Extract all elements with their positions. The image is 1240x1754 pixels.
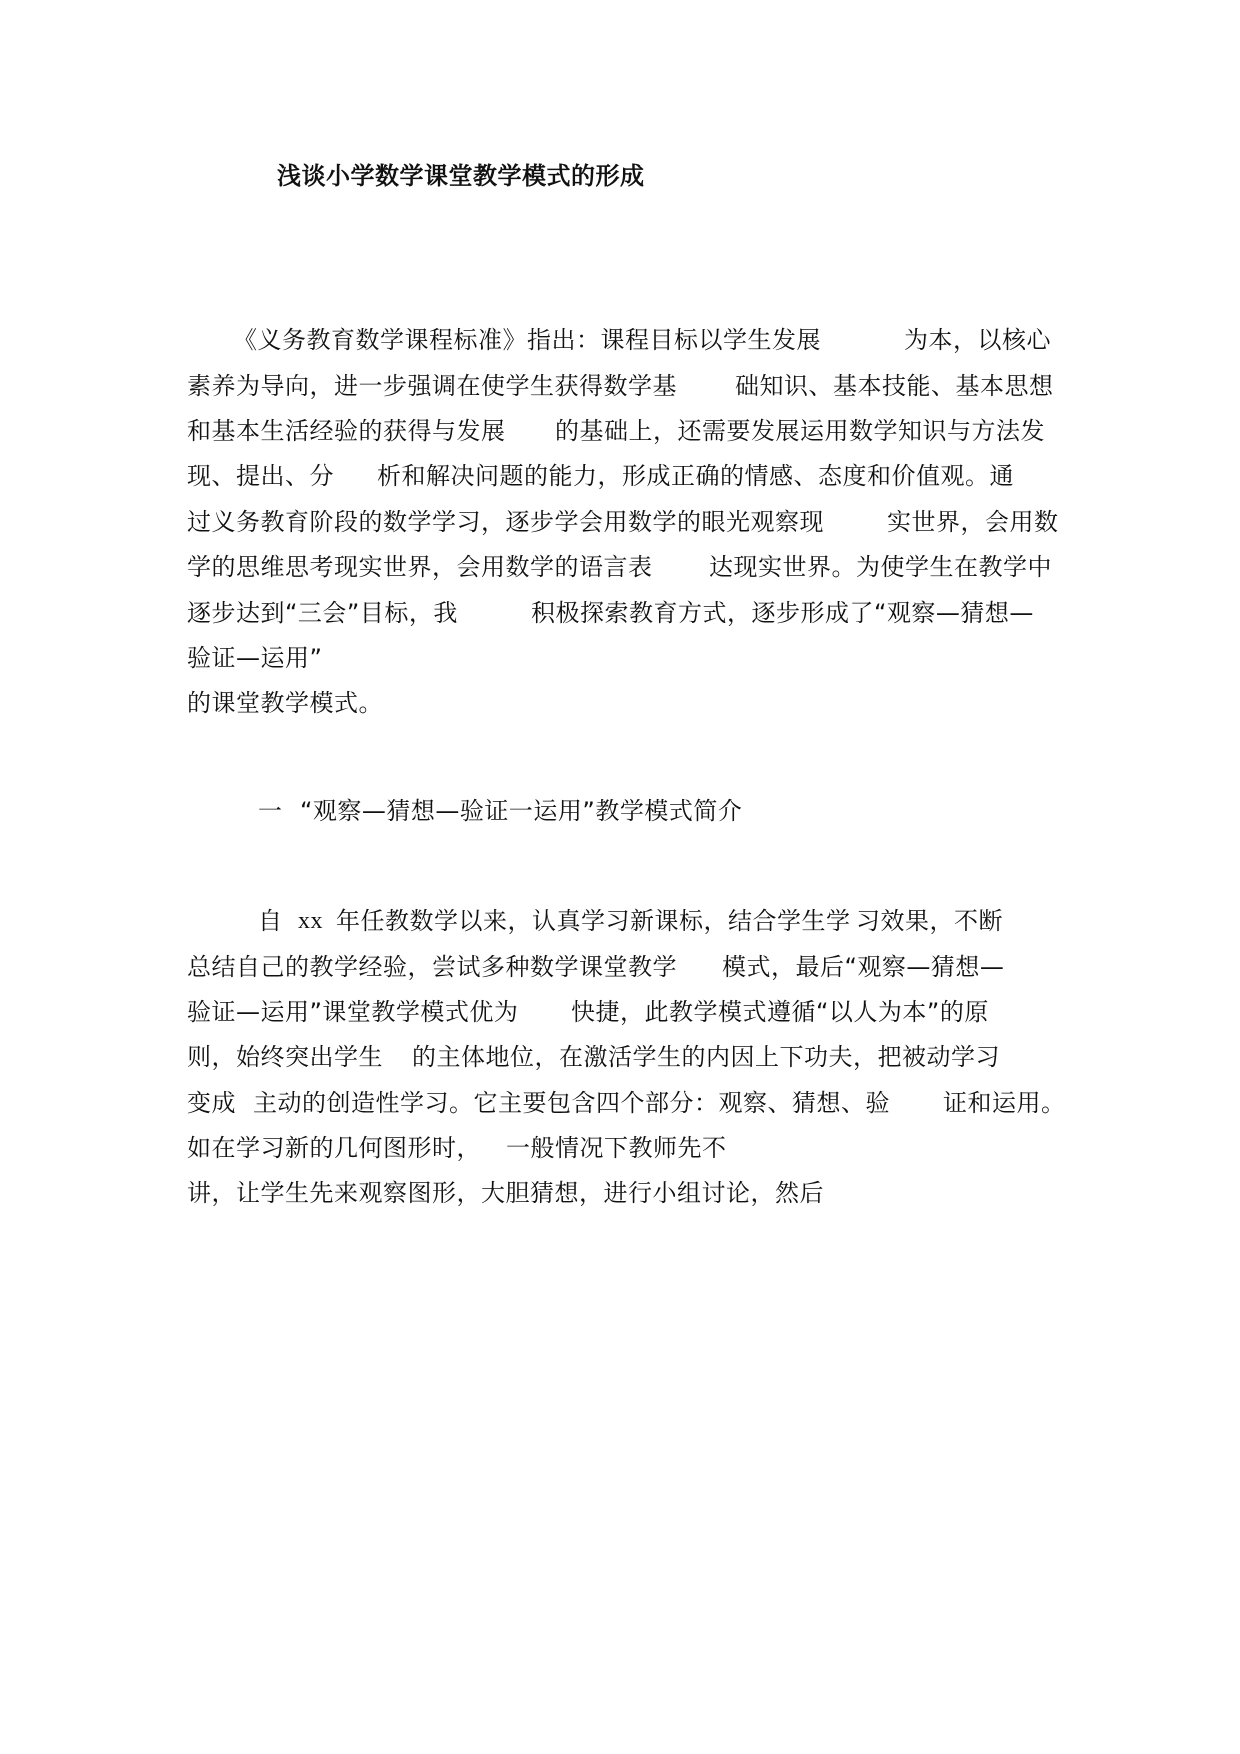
paragraph-text: 现、提出、分 xyxy=(187,462,334,490)
paragraph-text: 为本，以核心 xyxy=(904,326,1051,354)
paragraph-text: 自 xyxy=(258,907,283,935)
paragraph-text: 主动的创造性学习。它主要包含四个部分：观察、猜想、验 xyxy=(253,1089,890,1117)
paragraph-text: 讲，让学生先来观察图形，大胆猜想，进行小组讨论，然后 xyxy=(187,1179,824,1207)
paragraph-text: xx xyxy=(298,908,323,934)
section-number: 一 xyxy=(258,797,283,825)
paragraph-text: 积极探索教育方式，逐步形成了“观察—猜想— xyxy=(531,599,1034,627)
paragraph-text: 总结自己的教学经验，尝试多种数学课堂教学 xyxy=(187,953,677,981)
section-title: “观察—猜想—验证一运用”教学模式简介 xyxy=(300,797,743,825)
paragraph-text: 验证—运用”课堂教学模式优为 xyxy=(187,998,519,1026)
paragraph-text: 实世界，会用数 xyxy=(887,508,1059,536)
paragraph-text: 快捷，此教学模式遵循“以人为本”的原 xyxy=(571,998,989,1026)
paragraph-text: 的课堂教学模式。 xyxy=(187,689,383,717)
document-title: 浅谈小学数学课堂教学模式的形成 xyxy=(277,162,645,190)
paragraph-text: 证和运用。 xyxy=(943,1089,1066,1117)
paragraph-text: 年任教数学以来，认真学习新课标，结合学生学 xyxy=(336,907,851,935)
paragraph-text: 础知识、基本技能、基本思想 xyxy=(735,372,1054,400)
paragraph-text: 过义务教育阶段的数学学习，逐步学会用数学的眼光观察现 xyxy=(187,508,824,536)
paragraph-text: 和基本生活经验的获得与发展 xyxy=(187,417,506,445)
paragraph-text: 学的思维思考现实世界，会用数学的语言表 xyxy=(187,553,653,581)
paragraph-text: 《义务教育数学课程标准》指出：课程目标以学生发展 xyxy=(233,326,821,354)
paragraph-text: 的基础上，还需要发展运用数学知识与方法发 xyxy=(555,417,1045,445)
paragraph-text: 习效果，不断 xyxy=(856,907,1003,935)
paragraph-text: 达现实世界。为使学生在教学中 xyxy=(709,553,1052,581)
paragraph-text: 素养为导向，进一步强调在使学生获得数学基 xyxy=(187,372,677,400)
paragraph-text: 的主体地位，在激活学生的内因上下功夫，把被动学习 xyxy=(412,1043,1000,1071)
paragraph-text: 一般情况下教师先不 xyxy=(506,1134,727,1162)
paragraph-text: 析和解决问题的能力，形成正确的情感、态度和价值观。通 xyxy=(377,462,1014,490)
paragraph-text: 模式，最后“观察—猜想— xyxy=(722,953,1005,981)
paragraph-text: 验证—运用” xyxy=(187,644,323,672)
paragraph-text: 则，始终突出学生 xyxy=(187,1043,383,1071)
paragraph-text: 变成 xyxy=(187,1089,236,1117)
paragraph-text: 逐步达到“三会”目标，我 xyxy=(187,599,458,627)
paragraph-text: 如在学习新的几何图形时， xyxy=(187,1134,481,1162)
